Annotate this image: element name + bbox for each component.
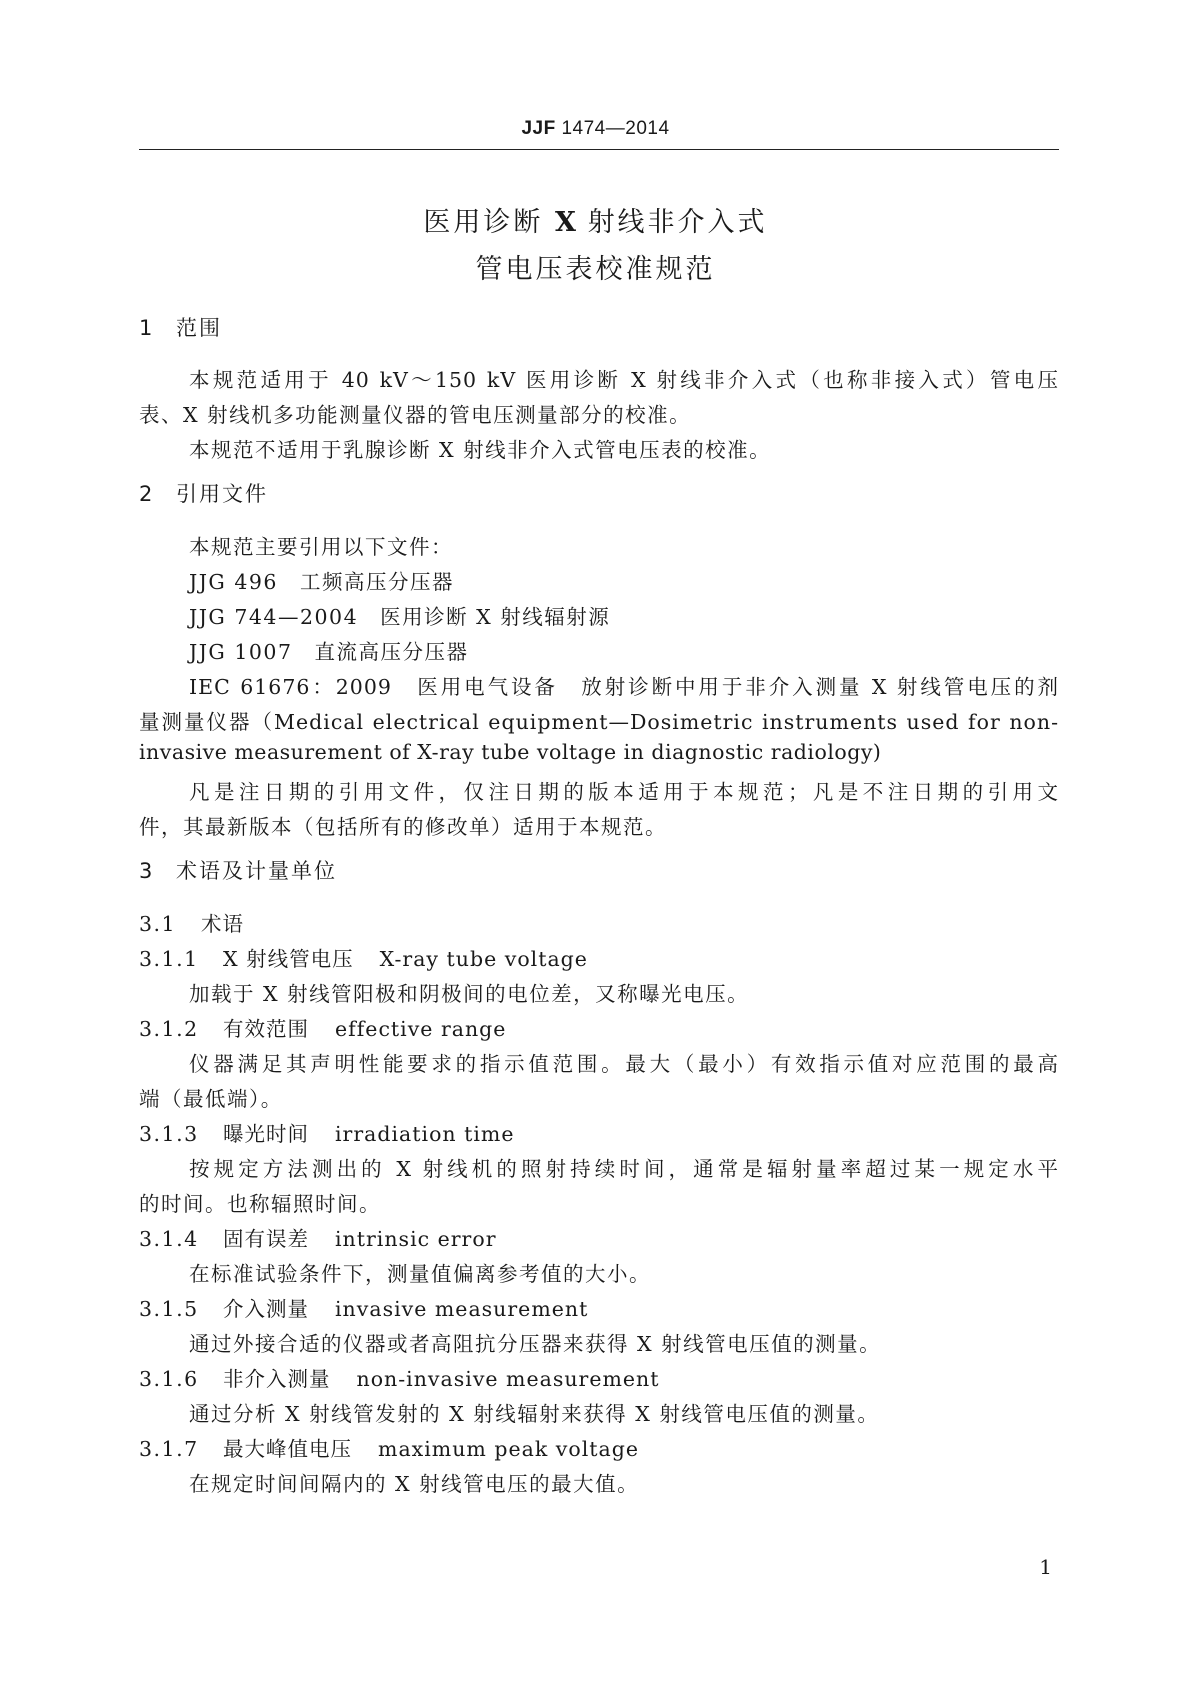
term-chinese: 固有误差 — [223, 1227, 309, 1251]
document-title-line2: 管电压表校准规范 — [475, 254, 716, 285]
subsection-number: 3.1 — [139, 912, 177, 936]
section-title: 范围 — [176, 316, 222, 340]
term-chinese: 介入测量 — [223, 1297, 309, 1321]
term-english: irradiation time — [335, 1122, 515, 1146]
term-heading — [139, 1292, 588, 1322]
term-number: 3.1.6 — [139, 1367, 199, 1391]
term-english: X-ray tube voltage — [379, 947, 588, 971]
subsection-heading — [139, 907, 244, 937]
term-english: invasive measurement — [335, 1297, 589, 1321]
term-chinese: 最大峰值电压 — [223, 1437, 352, 1461]
term-heading — [139, 1222, 497, 1252]
term-definition: 按规定方法测出的 X 射线机的照射持续时间，通常是辐射量率超过某一规定水平 — [189, 1157, 1059, 1181]
reference-item-iec: invasive measurement of X-ray tube voltage in diagnostic radiology) — [139, 740, 882, 764]
reference-item: JJG 744—2004 医用诊断 X 射线辐射源 — [189, 605, 611, 629]
scope-paragraph-line: 表、X 射线机多功能测量仪器的管电压测量部分的校准。 — [139, 403, 692, 427]
term-number: 3.1.1 — [139, 947, 199, 971]
subsection-title: 术语 — [201, 912, 244, 936]
section-number: 2 — [139, 482, 153, 506]
section-number: 1 — [139, 316, 153, 340]
section-heading-scope — [139, 312, 222, 342]
term-chinese: 非介入测量 — [223, 1367, 331, 1391]
term-heading — [139, 1117, 515, 1147]
term-number: 3.1.2 — [139, 1017, 199, 1041]
reference-item: JJG 1007 直流高压分压器 — [189, 640, 469, 664]
code-number: 1474—2014 — [561, 118, 670, 139]
term-english: intrinsic error — [335, 1227, 497, 1251]
term-heading — [139, 1432, 639, 1462]
header-divider — [139, 149, 1059, 150]
term-english: effective range — [335, 1017, 507, 1041]
term-english: non-invasive measurement — [356, 1367, 660, 1391]
term-number: 3.1.5 — [139, 1297, 199, 1321]
reference-item-iec: IEC 61676：2009 医用电气设备 放射诊断中用于非介入测量 X 射线管电压的剂 — [189, 675, 1059, 699]
page-number: 1 — [1039, 1555, 1052, 1579]
section-number: 3 — [139, 859, 153, 883]
section-title: 引用文件 — [176, 482, 268, 506]
term-chinese: 有效范围 — [223, 1017, 309, 1041]
term-definition: 通过分析 X 射线管发射的 X 射线辐射来获得 X 射线管电压值的测量。 — [189, 1402, 880, 1426]
term-heading — [139, 1362, 660, 1392]
code-prefix: JJF — [521, 118, 556, 139]
term-heading — [139, 942, 588, 972]
term-number: 3.1.7 — [139, 1437, 199, 1461]
references-intro: 本规范主要引用以下文件： — [189, 535, 453, 559]
term-chinese: X 射线管电压 — [223, 947, 354, 971]
section-heading-terms — [139, 855, 337, 885]
title-part-a: 医用诊断 — [423, 207, 544, 238]
title-part-b: 射线非介入式 — [587, 207, 768, 238]
title-part-x: X — [555, 207, 576, 238]
reference-item-iec: 量测量仪器（Medical electrical equipment—Dosimetric instruments used for non- — [139, 710, 1059, 734]
term-definition: 仪器满足其声明性能要求的指示值范围。最大（最小）有效指示值对应范围的最高 — [189, 1052, 1059, 1076]
scope-paragraph-line: 本规范不适用于乳腺诊断 X 射线非介入式管电压表的校准。 — [189, 438, 772, 462]
standard-code-header — [0, 118, 1191, 140]
term-definition: 加载于 X 射线管阳极和阴极间的电位差，又称曝光电压。 — [189, 982, 750, 1006]
term-heading — [139, 1012, 506, 1042]
section-heading-references — [139, 478, 268, 508]
references-note: 凡是注日期的引用文件，仅注日期的版本适用于本规范；凡是不注日期的引用文 — [189, 780, 1059, 804]
term-definition: 在标准试验条件下，测量值偏离参考值的大小。 — [189, 1262, 651, 1286]
references-note: 件，其最新版本（包括所有的修改单）适用于本规范。 — [139, 815, 667, 839]
term-number: 3.1.4 — [139, 1227, 199, 1251]
document-title-line1 — [0, 200, 1191, 239]
term-definition: 的时间。也称辐照时间。 — [139, 1192, 381, 1216]
term-definition: 端（最低端）。 — [139, 1087, 283, 1111]
term-definition: 在规定时间间隔内的 X 射线管电压的最大值。 — [189, 1472, 640, 1496]
scope-paragraph-line: 本规范适用于 40 kV～150 kV 医用诊断 X 射线非介入式（也称非接入式）管电压 — [189, 368, 1059, 392]
term-english: maximum peak voltage — [378, 1437, 639, 1461]
term-number: 3.1.3 — [139, 1122, 199, 1146]
section-title: 术语及计量单位 — [176, 859, 337, 883]
term-definition: 通过外接合适的仪器或者高阻抗分压器来获得 X 射线管电压值的测量。 — [189, 1332, 882, 1356]
reference-item: JJG 496 工频高压分压器 — [189, 570, 454, 594]
term-chinese: 曝光时间 — [223, 1122, 309, 1146]
